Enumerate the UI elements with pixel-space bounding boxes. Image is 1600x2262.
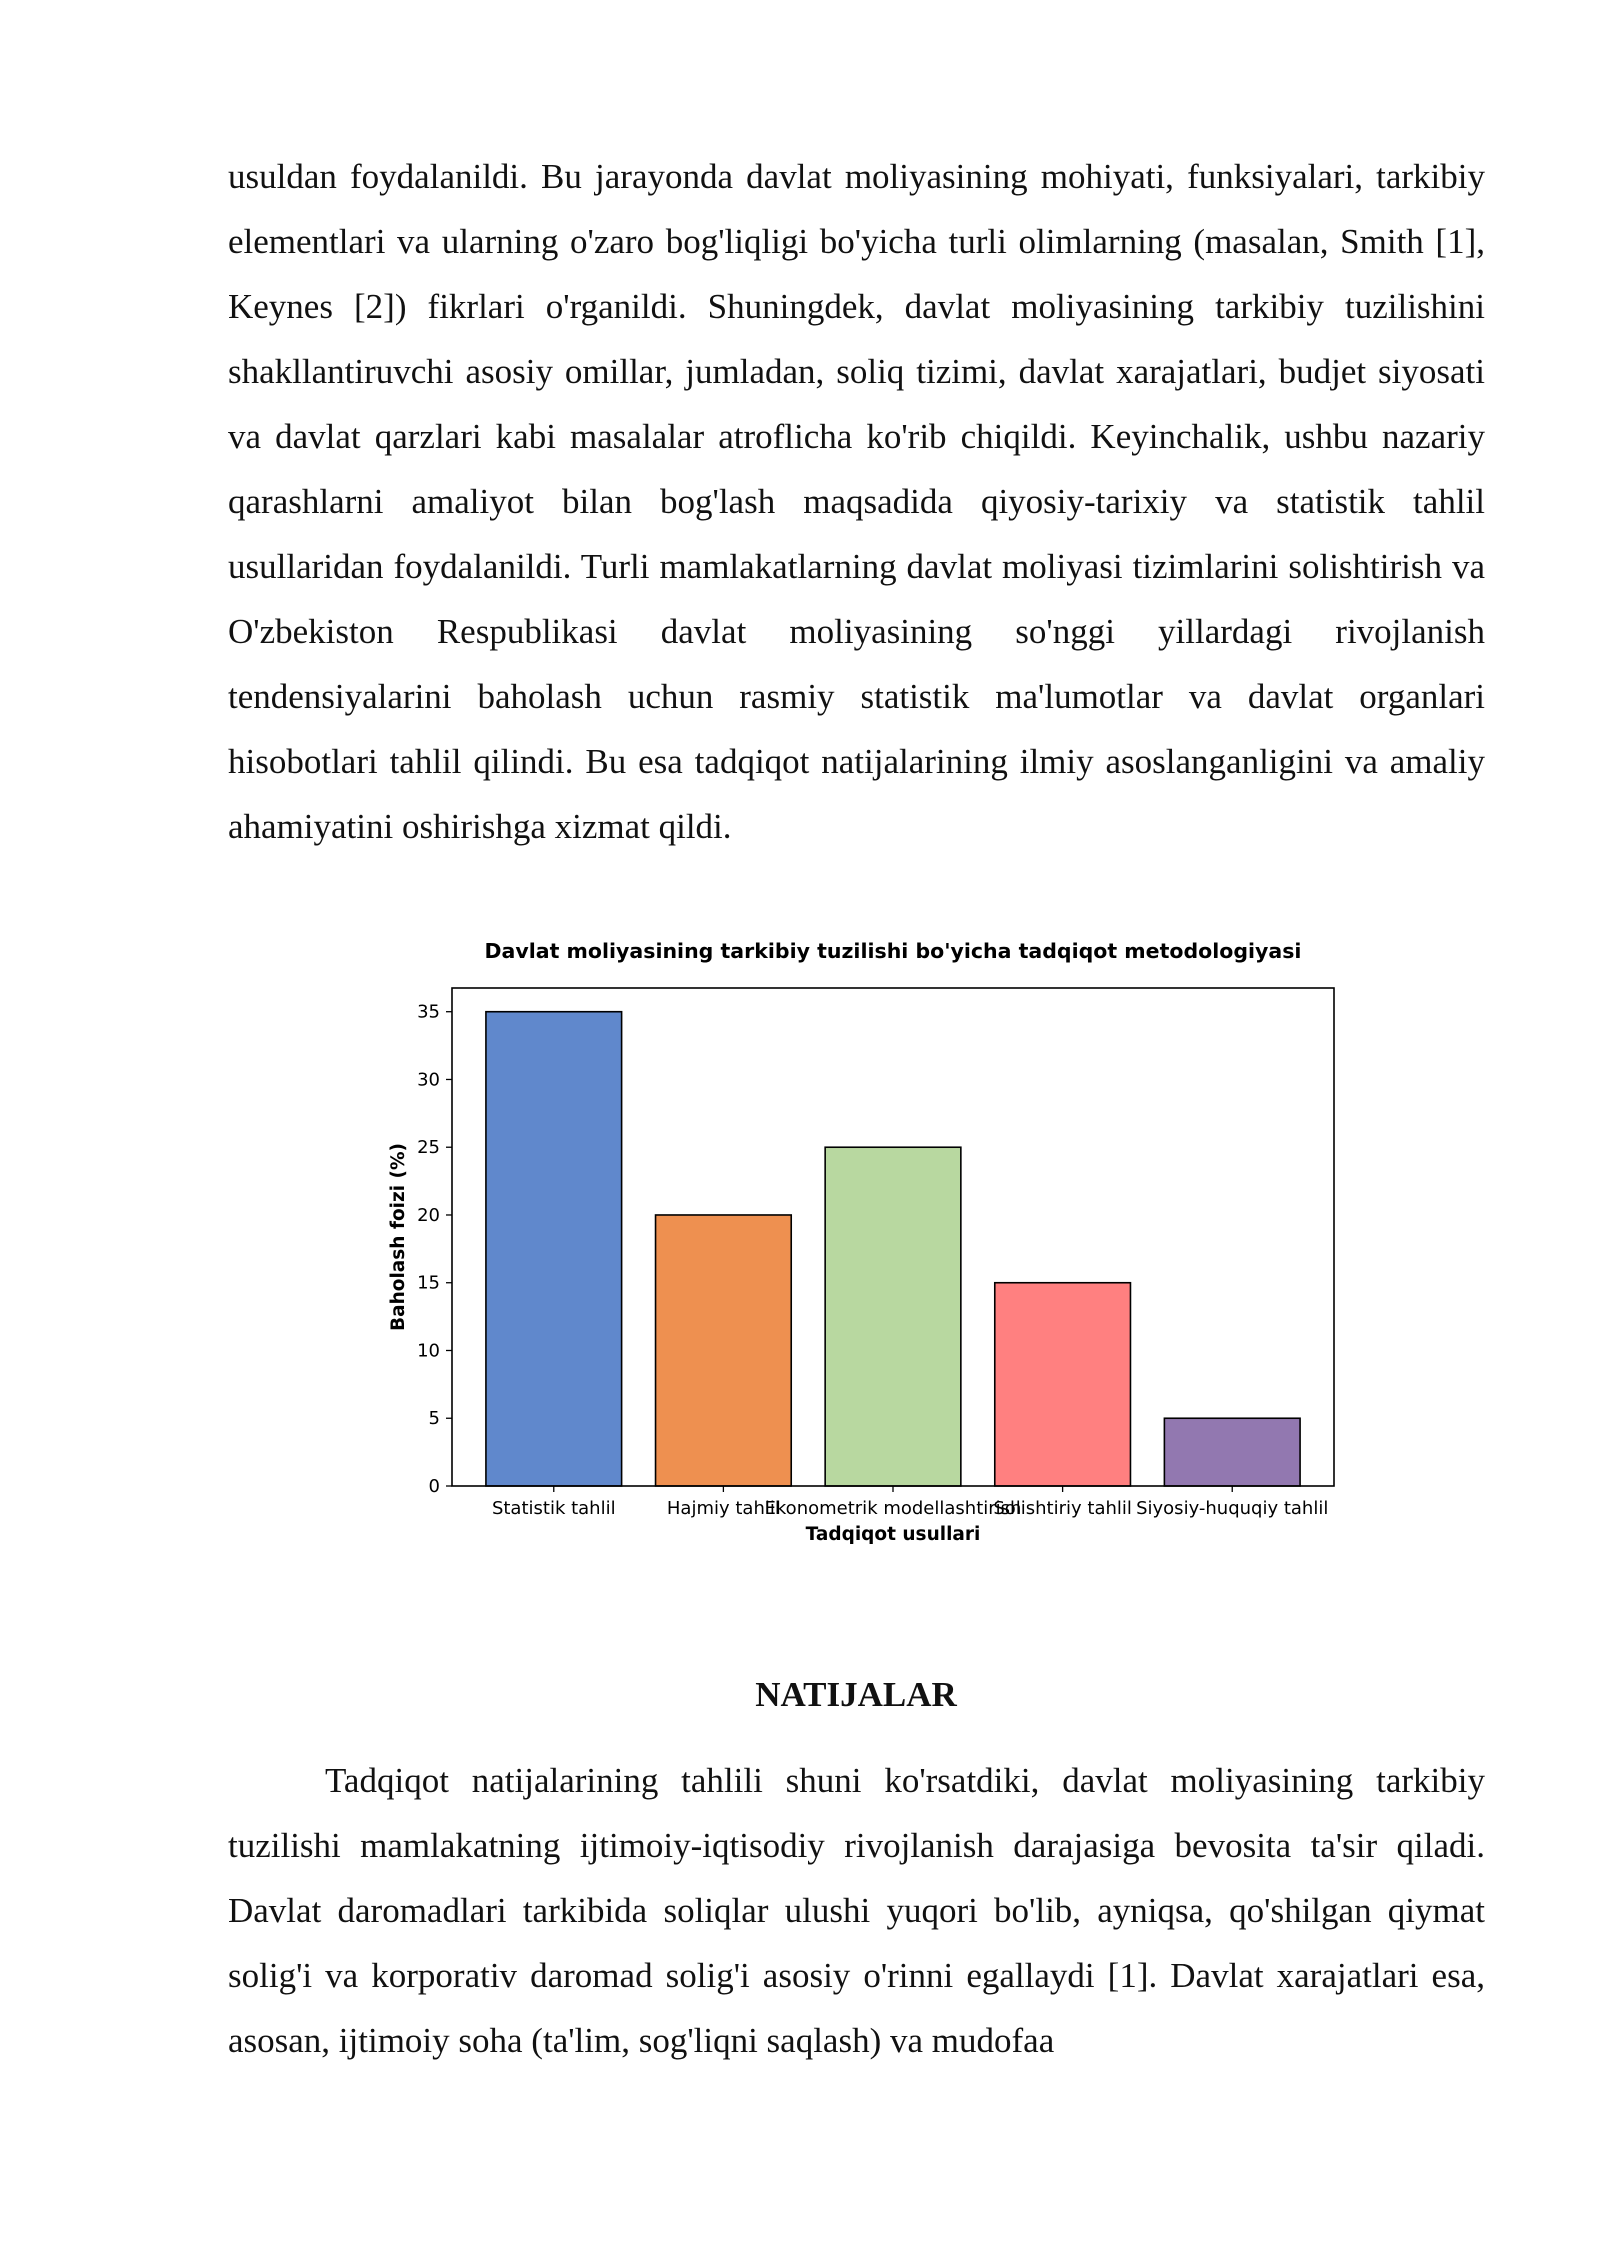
body-paragraph-results: Tadqiqot natijalarining tahlili shuni ko'rsatdiki, davlat moliyasining tarkibiy tuzilishi mamlakatning ijtimoiy-iqtisodiy rivojlanish darajasiga bevosita ta'sir qiladi. Davlat daromadlari tarkibida soliqlar ulushi yuqori bo'lib, ayniqsa, qo'shilgan qiymat solig'i va korporativ daromad solig'i asosiy o'rinni egallaydi [1]. Davlat xarajatlari esa, asosan, ijtimoiy soha (ta'lim, sog'liqni saqlash) va mudofaa [228,1761,1485,2060]
y-tick-label: 35 [417,1001,440,1023]
bar-1 [486,1012,622,1486]
x-tick-label: Siyosiy-huquqiy tahlil [1136,1498,1329,1519]
bar-2 [656,1215,792,1486]
y-tick-label: 10 [417,1340,440,1362]
y-axis-label: Baholash foizi (%) [388,1142,409,1332]
methodology-bar-chart [370,930,1340,1550]
y-axis-ticks [417,1002,452,1497]
y-tick-label: 5 [428,1408,440,1430]
x-axis-ticks [492,1486,1328,1519]
bar-3 [825,1147,961,1486]
body-paragraph-methods: usuldan foydalanildi. Bu jarayonda davlat moliyasining mohiyati, funksiyalari, tarkibiy elementlari va ularning o'zaro bog'liqligi bo'yicha turli olimlarning (masalan, Smith [1], Keynes [2]) fikrlari o'rganildi. Shuningdek, davlat moliyasining tarkibiy tuzilishini shakllantiruvchi asosiy omillar, jumladan, soliq tizimi, davlat xarajatlari, budjet siyosati va davlat qarzlari kabi masalalar atroflicha ko'rib chiqildi. Keyinchalik, ushbu nazariy qarashlarni amaliyot bilan bog'lash maqsadida qiyosiy-tarixiy va statistik tahlil usullaridan foydalanildi. Turli mamlakatlarning davlat moliyasi tizimlarini solishtirish va O'zbekiston Respublikasi davlat moliyasining so'nggi yillardagi rivojlanish tendensiyalarini baholash uchun rasmiy statistik ma'lumotlar va davlat organlari hisobotlari tahlil qilindi. Bu esa tadqiqot natijalarining ilmiy asoslanganligini va amaliy ahamiyatini oshirishga xizmat qildi. [228,157,1485,846]
y-tick-label: 0 [428,1476,440,1497]
x-tick-label: Solishtiriy tahlil [993,1498,1132,1519]
x-tick-label: Hajmiy tahlil [666,1498,780,1519]
bar-4 [995,1283,1131,1486]
y-tick-label: 15 [417,1272,440,1294]
chart-title: Davlat moliyasining tarkibiy tuzilishi bo'yicha tadqiqot metodologiyasi [484,939,1302,963]
bar-5 [1164,1418,1300,1486]
y-tick-label: 25 [417,1137,440,1159]
x-tick-label: Ekonometrik modellashtirish [764,1498,1022,1519]
x-axis-label: Tadqiqot usullari [805,1524,981,1545]
chart-bars [486,1012,1300,1486]
y-tick-label: 30 [417,1069,440,1091]
chart-svg [370,930,1340,1550]
x-tick-label: Statistik tahlil [491,1498,616,1519]
section-heading: NATIJALAR [755,1675,957,1714]
y-tick-label: 20 [417,1204,440,1226]
